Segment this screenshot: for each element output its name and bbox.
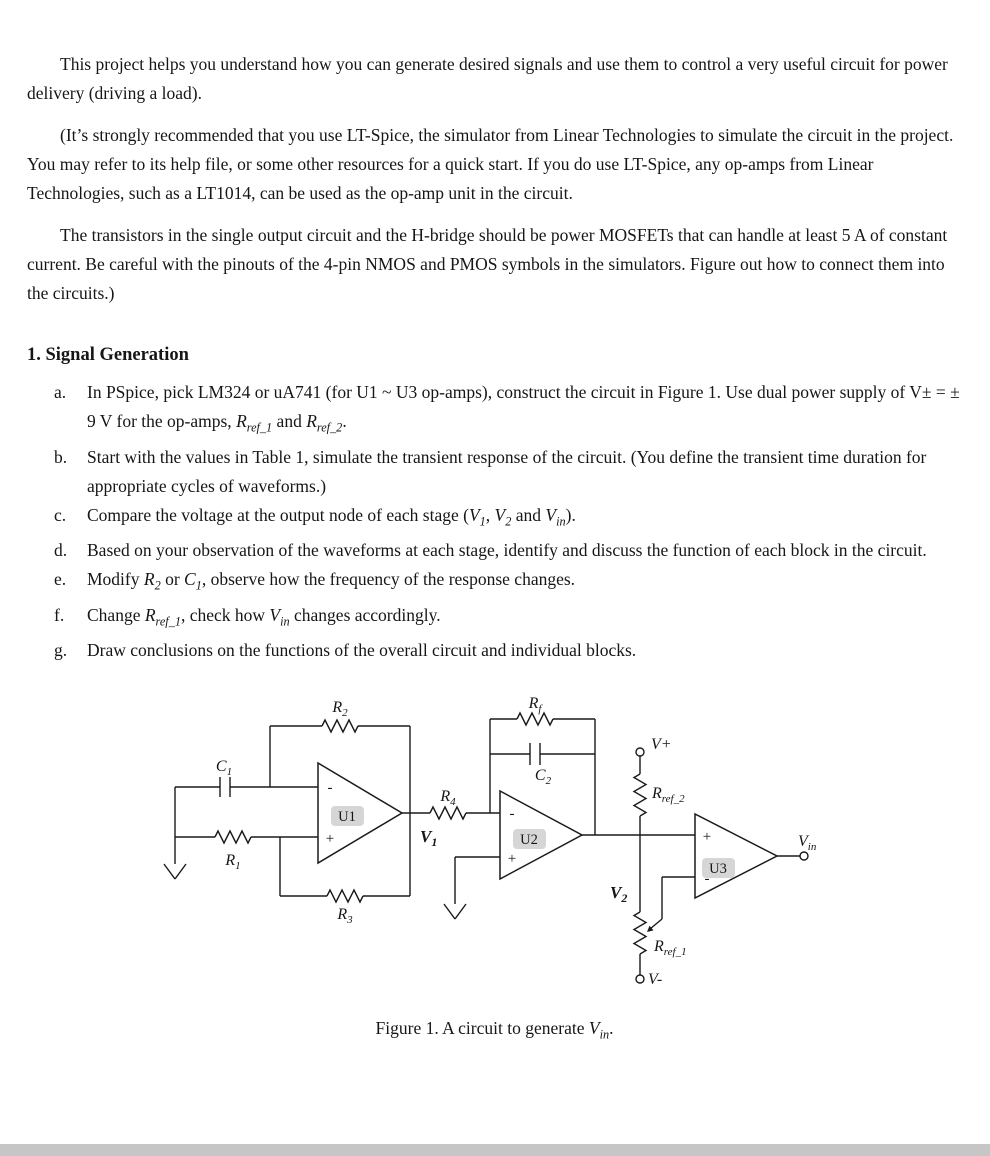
figure-caption: Figure 1. A circuit to generate $V_{in}$. <box>375 1018 614 1042</box>
section-heading: 1. Signal Generation <box>27 345 189 365</box>
resistor-r1 <box>215 831 251 843</box>
list-marker: e. <box>54 569 67 589</box>
vminus-label: V- <box>648 971 663 988</box>
resistor-r3 <box>327 890 363 902</box>
r2-label: $R_2$ <box>332 699 348 719</box>
list-marker: c. <box>54 504 67 525</box>
list-item-c <box>54 501 962 537</box>
vplus-label: V+ <box>651 736 672 753</box>
ground-symbol-left <box>164 864 186 879</box>
list-item-d <box>54 536 962 565</box>
circuit-figure <box>27 679 962 1043</box>
u3-label: U3 <box>709 861 727 877</box>
c2-label: $C_2$ <box>534 767 552 787</box>
vin-label: $V_{in}$ <box>798 833 817 853</box>
capacitor-c2 <box>530 743 540 765</box>
list-item-e <box>54 565 962 601</box>
v1-node-label: $V_1$ <box>420 827 438 849</box>
rref1-label: $R_{ref\_1}$ <box>654 938 687 958</box>
vplus-terminal <box>636 748 644 756</box>
r1-label: $R_1$ <box>225 852 241 872</box>
u3-plus-sign: + <box>702 829 712 845</box>
resistor-rf <box>517 713 553 725</box>
u1-plus-sign: + <box>325 831 335 847</box>
resistor-rref2 <box>634 774 646 816</box>
list-item-text: Change $R_{ref\_1}$, check how $V_{in}$ changes accordingly. <box>87 604 441 628</box>
list-item-b <box>54 443 962 501</box>
vin-terminal <box>800 852 808 860</box>
u2-plus-sign: + <box>507 851 517 867</box>
list-item-text: In PSpice, pick LM324 or uA741 (for U1 ~ U3 op-amps), construct the circuit in Figure 1. Use dual power supply of V± = ± 9 V for the op-amps, $R_{ref\_1}$ and $R_{ref\_2}$. <box>87 382 960 435</box>
task-list <box>54 378 962 665</box>
list-item-f <box>54 601 962 637</box>
u2-label: U2 <box>520 832 538 848</box>
r4-label: $R_4$ <box>440 788 456 808</box>
bottom-bar <box>0 1144 990 1156</box>
paragraph-ltspice: (It’s strongly recommended that you use LT-Spice, the simulator from Linear Technologies to simulate the circuit in the project. You may refer to its help file, or some other resources for a quick start. If you do use LT-Spice, any op-amps from Linear Technologies, such as a LT1014, can be used as the op-amp unit in the circuit. <box>27 125 954 203</box>
list-item-text: Modify $R_2$ or $C_1$, observe how the frequency of the response changes. <box>87 569 576 593</box>
list-item-text: Draw conclusions on the functions of the overall circuit and individual blocks. <box>87 640 637 660</box>
list-marker: d. <box>54 540 68 560</box>
list-item-text: Start with the values in Table 1, simulate the transient response of the circuit. (You define the transient time duration for appropriate cycles of waveforms.) <box>87 446 927 496</box>
u2-minus-sign: - <box>509 806 515 822</box>
rf-label: $R_f$ <box>528 695 542 715</box>
resistor-rref1 <box>634 912 646 954</box>
paragraph-transistors: The transistors in the single output circuit and the H-bridge should be power MOSFETs that can handle at least 5 A of constant current. Be careful with the pinouts of the 4-pin NMOS and PMOS symbols in the simulators. Figure out how to connect them into the circuits.) <box>27 225 948 303</box>
u1-minus-sign: - <box>327 780 333 796</box>
circuit-diagram <box>27 679 962 997</box>
ground-symbol-mid <box>444 904 466 919</box>
list-item-g <box>54 636 962 665</box>
rref2-label: $R_{ref\_2}$ <box>652 785 685 805</box>
paragraph-intro: This project helps you understand how you can generate desired signals and use them to control a very useful circuit for power delivery (driving a load). <box>27 54 948 103</box>
u2-plus-ground-wire <box>455 857 500 904</box>
capacitor-c1 <box>220 777 230 797</box>
c1-label: $C_1$ <box>215 758 233 778</box>
vminus-terminal <box>636 975 644 983</box>
list-item-a <box>54 378 962 443</box>
list-item-text: Based on your observation of the waveforms at each stage, identify and discuss the function of each block in the circuit. <box>87 540 927 560</box>
list-marker: g. <box>54 640 68 660</box>
list-item-text: Compare the voltage at the output node of each stage ($V_1$, $V_2$ and $V_{in}$). <box>87 504 576 528</box>
u3-minus-wire <box>662 877 695 919</box>
resistor-r2 <box>322 720 358 732</box>
rref1-wiper-line <box>650 919 662 929</box>
list-marker: f. <box>54 604 65 625</box>
u1-label: U1 <box>338 809 356 825</box>
resistor-r4 <box>430 807 466 819</box>
v2-node-label: $V_2$ <box>610 883 628 905</box>
list-marker: a. <box>54 382 67 402</box>
list-marker: b. <box>54 446 68 467</box>
r3-label: $R_3$ <box>337 906 353 926</box>
u3-minus-sign: - <box>704 871 710 887</box>
